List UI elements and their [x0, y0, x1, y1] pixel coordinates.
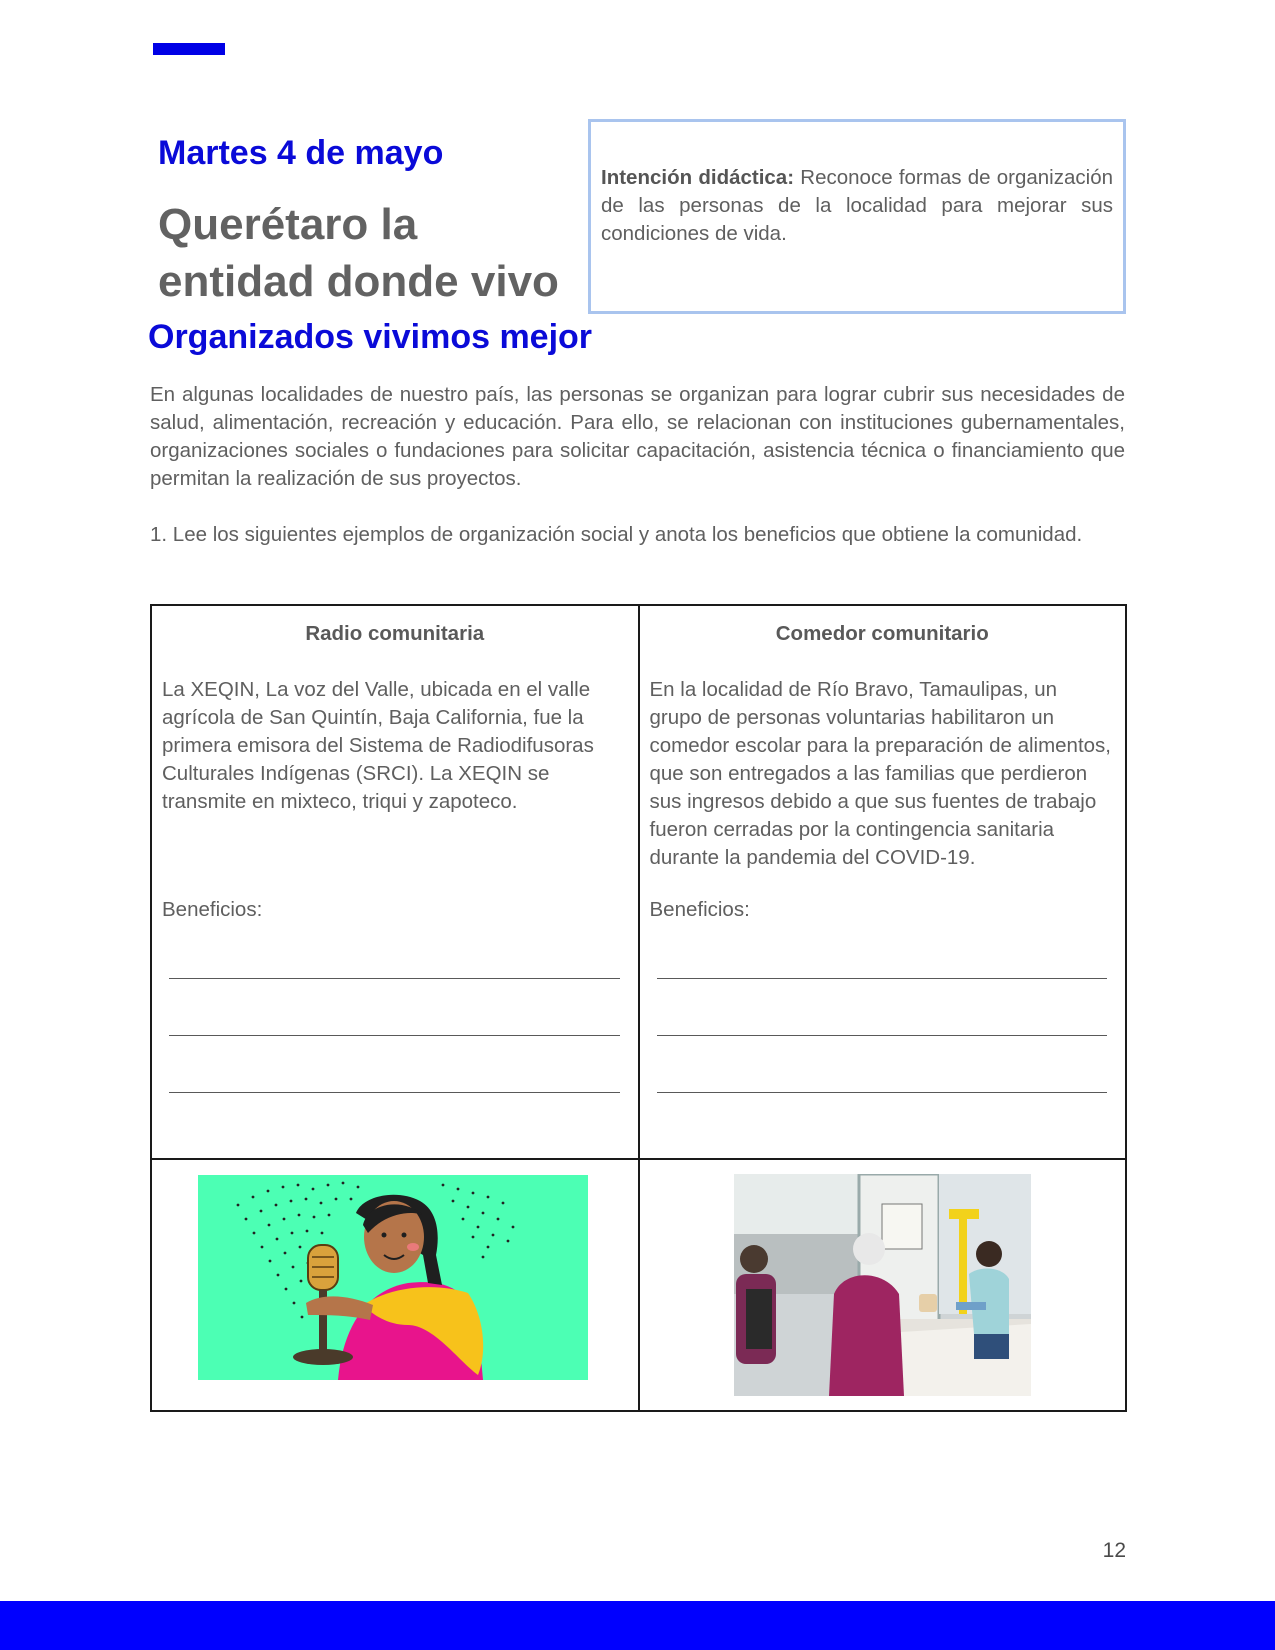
- comedor-image-cell: [639, 1159, 1127, 1411]
- table-row: [151, 605, 1126, 1159]
- instruction-paragraph: 1. Lee los siguientes ejemplos de organización social y anota los beneficios que obtiene la comunidad.: [150, 523, 1083, 546]
- radio-answer-line-2[interactable]: [169, 979, 620, 1036]
- comedor-cell: [639, 605, 1127, 1159]
- intent-box: [588, 119, 1126, 314]
- community-kitchen-photo: [734, 1174, 1031, 1396]
- radio-benefits-label: Beneficios:: [162, 898, 263, 921]
- page-number: 12: [1102, 1539, 1126, 1562]
- lesson-date: Martes 4 de mayo: [158, 134, 444, 172]
- intent-text: [601, 164, 1113, 248]
- radio-heading: Radio comunitaria: [305, 622, 485, 645]
- table-row: [151, 1159, 1126, 1411]
- intent-label: Intención didáctica:: [601, 166, 795, 189]
- bottom-bar: [0, 1601, 1275, 1650]
- comedor-heading: Comedor comunitario: [775, 622, 989, 645]
- radio-cell: [151, 605, 639, 1159]
- comedor-answer-line-2[interactable]: [657, 979, 1108, 1036]
- section-title: Organizados vivimos mejor: [148, 318, 593, 356]
- comedor-answer-line-1[interactable]: [657, 922, 1108, 979]
- comedor-answer-line-3[interactable]: [657, 1036, 1108, 1093]
- radio-answer-line-1[interactable]: [169, 922, 620, 979]
- top-accent-bar: [153, 43, 225, 55]
- comedor-benefits-label: Beneficios:: [649, 898, 750, 921]
- radio-answer-line-3[interactable]: [169, 1036, 620, 1093]
- intent-description: Reconoce formas de organización de las personas de la localidad para mejorar sus condiciones de vida.: [601, 166, 1113, 245]
- comedor-description: En la localidad de Río Bravo, Tamaulipas, un grupo de personas voluntarias habilitaron un comedor escolar para la preparación de alimentos, que son entregados a las familias que perdieron sus ingresos debido a que sus fuentes de trabajo fueron cerradas por la contingencia sanitaria durante la pandemia del COVID-19.: [649, 678, 1112, 869]
- radio-image-cell: [151, 1159, 639, 1411]
- lesson-title: Querétaro la entidad donde vivo: [158, 200, 559, 306]
- intro-paragraph: En algunas localidades de nuestro país, las personas se organizan para lograr cubrir sus necesidades de salud, alimentación, recreación y educación. Para ello, se relacionan con instituciones gubernamentales, organizaciones sociales o fundaciones para solicitar capacitación, asistencia técnica o financiamiento que permitan la realización de sus proyectos.: [150, 383, 1125, 490]
- radio-description: La XEQIN, La voz del Valle, ubicada en el valle agrícola de San Quintín, Baja California, fue la primera emisora del Sistema de Radiodifusoras Culturales Indígenas (SRCI). La XEQIN se transmite en mixteco, triqui y zapoteco.: [162, 678, 594, 813]
- examples-table: [150, 604, 1127, 1412]
- radio-woman-illustration: [198, 1175, 588, 1380]
